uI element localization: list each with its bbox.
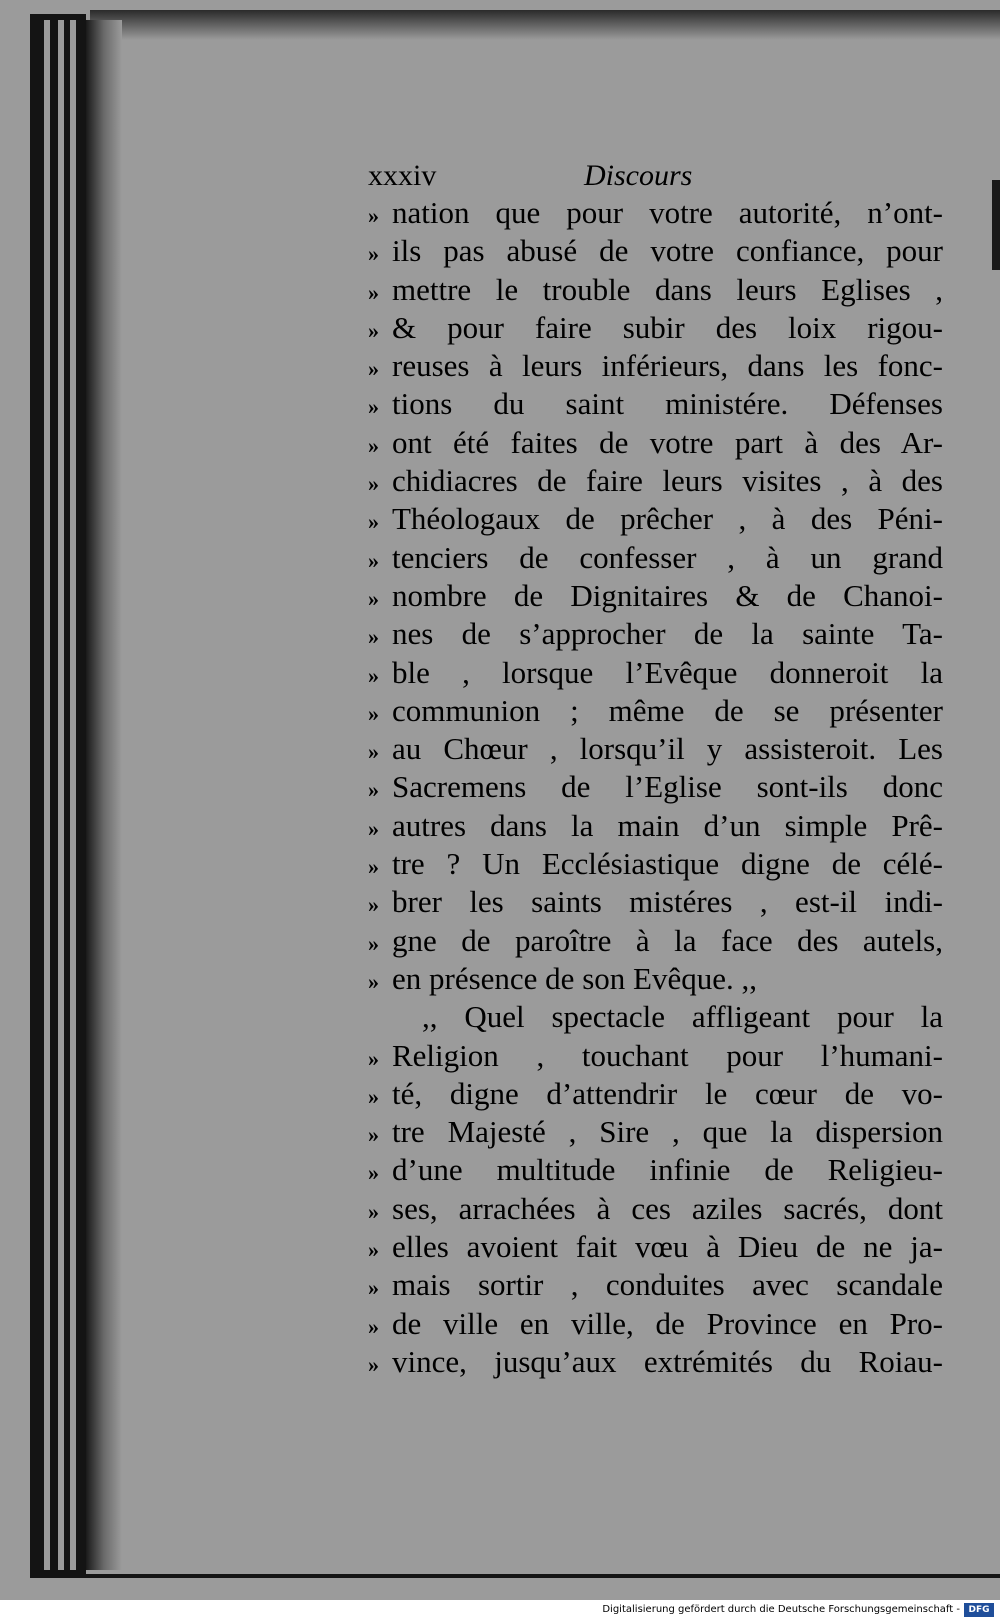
quotation-mark: » (368, 1275, 379, 1301)
line-text: nombre de Dignitaires & de Chanoi- (392, 577, 943, 613)
binding-line (58, 20, 64, 1570)
text-line (368, 194, 943, 232)
text-line (368, 1266, 943, 1304)
running-title: Discours (584, 159, 693, 192)
text-line (368, 462, 943, 500)
quotation-mark: » (368, 279, 379, 305)
line-text: ses, arrachées à ces aziles sacrés, dont (392, 1190, 943, 1226)
text-line (368, 1075, 943, 1113)
line-text: ,, Quel spectacle affligeant pour la (422, 999, 943, 1035)
quotation-mark: » (368, 203, 379, 228)
text-line (368, 309, 943, 347)
text-line (368, 232, 943, 270)
quotation-mark: » (368, 1351, 379, 1377)
quotation-mark: » (368, 547, 379, 573)
page-bottom-edge (30, 1574, 1000, 1578)
text-line (368, 1228, 943, 1266)
text-block (368, 158, 943, 1381)
line-text: au Chœur , lorsqu’il y assisteroit. Les (392, 731, 943, 767)
text-line (368, 615, 943, 653)
text-line (368, 1305, 943, 1343)
quotation-mark: » (368, 854, 379, 880)
text-line (368, 692, 943, 730)
line-text: d’une multitude infinie de Religieu- (392, 1152, 943, 1188)
quotation-mark: » (368, 509, 379, 535)
text-line (368, 271, 943, 309)
binding-line (70, 20, 76, 1570)
quotation-mark: » (368, 1160, 379, 1186)
line-text: autres dans la main d’un simple Prê- (392, 807, 943, 843)
quotation-mark: » (368, 1198, 379, 1224)
text-line (368, 1190, 943, 1228)
text-line (368, 1151, 943, 1189)
line-text: gne de paroître à la face des autels, (392, 922, 943, 958)
page-right-edge-mark (992, 180, 1000, 270)
line-text: reuses à leurs inférieurs, dans les fonc- (392, 348, 943, 384)
page-top-edge (90, 10, 1000, 40)
text-line (368, 1343, 943, 1381)
quotation-mark: » (368, 1313, 379, 1339)
line-text: de ville en ville, de Province en Pro- (392, 1305, 943, 1341)
line-text: nes de s’approcher de la sainte Ta- (392, 616, 943, 652)
body-text (368, 194, 943, 1381)
text-line (368, 807, 943, 845)
quotation-mark: » (368, 1122, 379, 1148)
line-text: vince, jusqu’aux extrémités du Roiau- (392, 1343, 943, 1379)
running-head (368, 158, 943, 194)
line-text: communion ; même de se présenter (392, 692, 943, 728)
binding-line (44, 20, 50, 1570)
quotation-mark: » (368, 892, 379, 918)
line-text: en présence de son Evêque. ,, (392, 960, 757, 996)
line-text: elles avoient fait vœu à Dieu de ne ja- (392, 1229, 943, 1265)
text-line (368, 768, 943, 806)
line-text: tre Majesté , Sire , que la dispersion (392, 1114, 943, 1150)
line-text: mettre le trouble dans leurs Eglises , (392, 271, 943, 307)
line-text: tions du saint ministére. Défenses (392, 386, 943, 422)
line-text: brer les saints mistéres , est-il indi- (392, 884, 943, 920)
quotation-mark: » (368, 968, 379, 994)
text-line (368, 539, 943, 577)
text-line (368, 730, 943, 768)
dfg-logo: DFG (964, 1603, 994, 1617)
line-text: Théologaux de prêcher , à des Péni- (392, 501, 943, 537)
line-text: Sacremens de l’Eglise sont-ils donc (392, 769, 943, 805)
quotation-mark: » (368, 700, 379, 726)
text-line (368, 1037, 943, 1075)
line-text: ble , lorsque l’Evêque donneroit la (392, 654, 943, 690)
page-number: xxxiv (368, 159, 437, 192)
text-line (368, 998, 943, 1036)
digitization-footer (0, 1600, 1000, 1621)
quotation-mark: » (368, 432, 379, 458)
text-line (368, 385, 943, 423)
line-text: té, digne d’attendrir le cœur de vo- (392, 1075, 943, 1111)
text-line (368, 960, 943, 998)
quotation-mark: » (368, 777, 379, 803)
quotation-mark: » (368, 624, 379, 650)
text-line (368, 500, 943, 538)
line-text: mais sortir , conduites avec scandale (392, 1267, 943, 1303)
quotation-mark: » (368, 585, 379, 611)
line-text: ont été faites de votre part à des Ar- (392, 424, 943, 460)
text-line (368, 654, 943, 692)
quotation-mark: » (368, 1045, 379, 1071)
quotation-mark: » (368, 930, 379, 956)
line-text: chidiacres de faire leurs visites , à des (392, 463, 943, 499)
line-text: nation que pour votre autorité, n’ont- (392, 195, 943, 230)
text-line (368, 577, 943, 615)
quotation-mark: » (368, 1237, 379, 1263)
quotation-mark: » (368, 471, 379, 497)
line-text: Religion , touchant pour l’humani- (392, 1037, 943, 1073)
text-line (368, 1113, 943, 1151)
quotation-mark: » (368, 317, 379, 343)
funding-credit: Digitalisierung gefördert durch die Deutsche Forschungsgemeinschaft - (602, 1604, 960, 1615)
text-line (368, 883, 943, 921)
text-line (368, 424, 943, 462)
line-text: ils pas abusé de votre confiance, pour (392, 233, 943, 269)
text-line (368, 845, 943, 883)
quotation-mark: » (368, 1083, 379, 1109)
quotation-mark: » (368, 394, 379, 420)
line-text: tre ? Un Ecclésiastique digne de célé- (392, 846, 943, 882)
line-text: tenciers de confesser , à un grand (392, 539, 943, 575)
page-left-edge (86, 20, 122, 1570)
quotation-mark: » (368, 739, 379, 765)
quotation-mark: » (368, 356, 379, 382)
quotation-mark: » (368, 241, 379, 267)
quotation-mark: » (368, 815, 379, 841)
quotation-mark: » (368, 662, 379, 688)
text-line (368, 347, 943, 385)
text-line (368, 922, 943, 960)
line-text: & pour faire subir des loix rigou- (392, 309, 943, 345)
